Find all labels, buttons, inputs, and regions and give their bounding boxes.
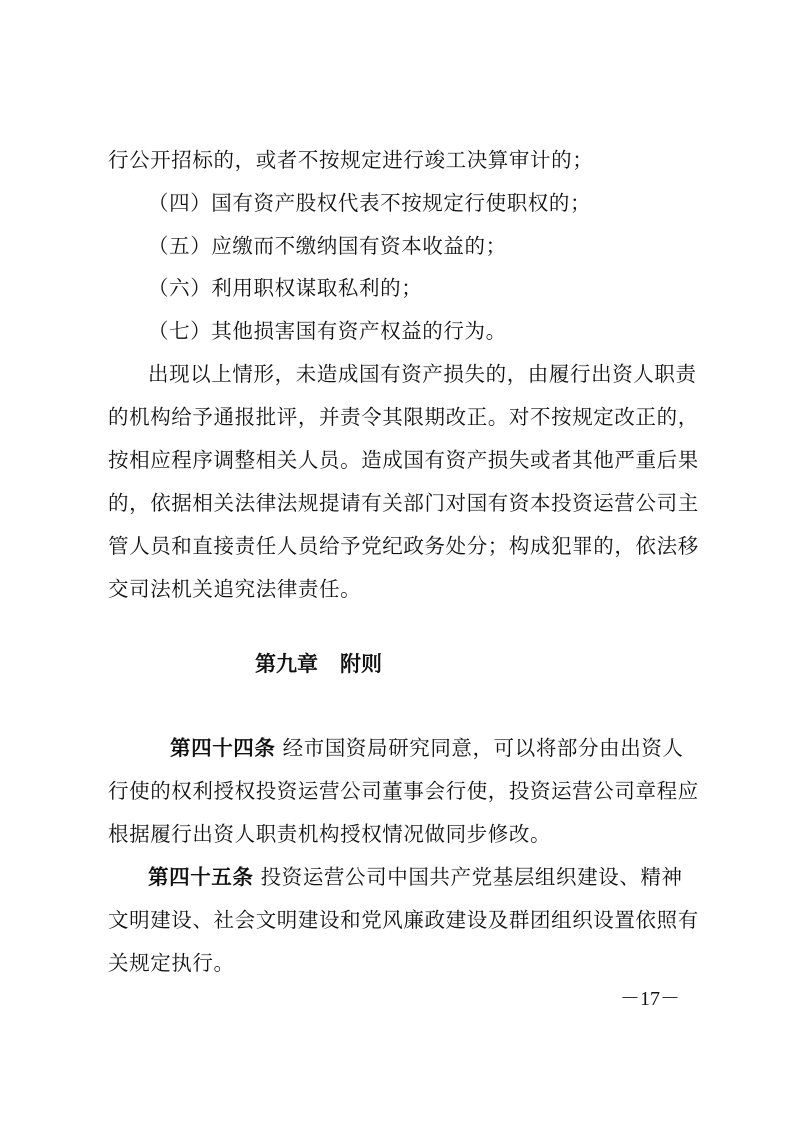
paragraph-line: 出现以上情形，未造成国有资产损失的，由履行出资人职责 [148, 362, 697, 386]
article-45-label: 第四十五条 [148, 865, 254, 889]
chapter-number: 第九章 [255, 652, 318, 676]
list-item-4: （四）国有资产股权代表不按规定行使职权的； [148, 191, 592, 215]
paragraph-line: 交司法机关追究法律责任。 [108, 577, 362, 601]
page-number: －17－ [620, 988, 680, 1010]
chapter-heading [255, 650, 382, 678]
paragraph-line: 按相应程序调整相关人员。造成国有资产损失或者其他严重后果 [108, 448, 699, 472]
paragraph-line: 的，依据相关法律法规提请有关部门对国有资本投资运营公司主 [108, 491, 699, 515]
list-item-7: （七）其他损害国有资产权益的行为。 [148, 319, 507, 343]
article-44-line-3: 根据履行出资人职责机构授权情况做同步修改。 [108, 822, 552, 846]
list-item-6: （六）利用职权谋取私利的； [148, 276, 423, 300]
chapter-title: 附则 [340, 652, 382, 676]
article-45-text: 投资运营公司中国共产党基层组织建设、精神 [260, 865, 683, 889]
paragraph-line: 管人员和直接责任人员给予党纪政务处分；构成犯罪的，依法移 [108, 534, 699, 558]
article-45-line-3: 关规定执行。 [108, 951, 235, 975]
list-item-5: （五）应缴而不缴纳国有资本收益的； [148, 234, 507, 258]
article-44-line-1 [170, 734, 770, 762]
article-45-line-1 [148, 863, 748, 891]
article-44-line-2: 行使的权利授权投资运营公司董事会行使，投资运营公司章程应 [108, 779, 699, 803]
article-45-line-2: 文明建设、社会文明建设和党风廉政建设及群团组织设置依照有 [108, 908, 699, 932]
paragraph-line: 的机构给予通报批评，并责令其限期改正。对不按规定改正的， [108, 405, 699, 429]
article-44-label: 第四十四条 [170, 736, 276, 760]
article-44-text: 经市国资局研究同意，可以将部分由出资人 [282, 736, 684, 760]
paragraph-line: 行公开招标的，或者不按规定进行竣工决算审计的； [108, 148, 594, 172]
